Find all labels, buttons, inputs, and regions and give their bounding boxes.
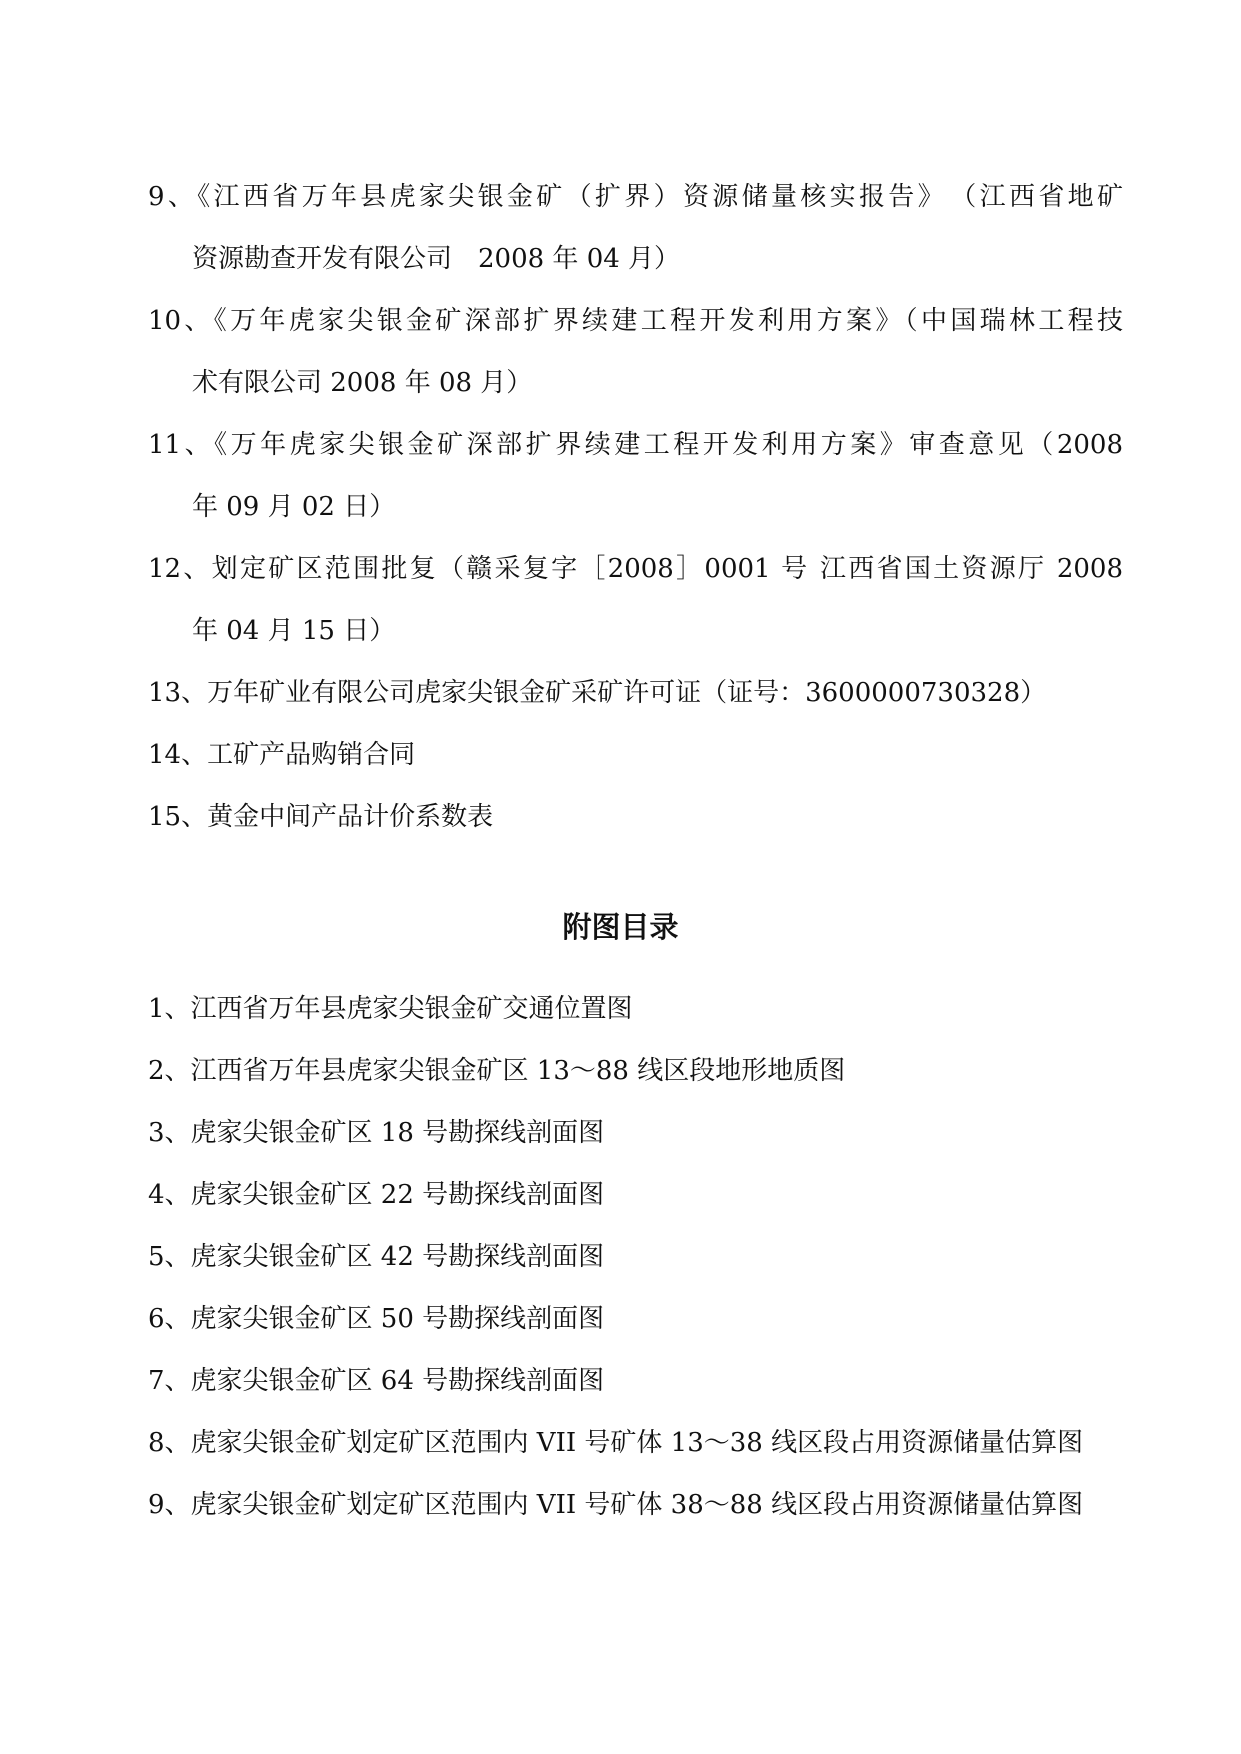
figures-section-title: 附图目录: [562, 910, 679, 944]
list-item-line1: 11、《万年虎家尖银金矿深部扩界续建工程开发利用方案》审查意见（2008: [148, 430, 1123, 460]
list-item: 7、虎家尖银金矿区 64 号勘探线剖面图: [148, 1366, 605, 1396]
list-item-line1: 12、划定矿区范围批复（赣采复字［2008］0001 号 江西省国土资源厅 2008: [148, 554, 1123, 584]
list-item: [148, 290, 1123, 414]
list-item: [148, 538, 1123, 662]
list-item-line1: 10、《万年虎家尖银金矿深部扩界续建工程开发利用方案》（中国瑞林工程技: [148, 306, 1123, 336]
list-item: 4、虎家尖银金矿区 22 号勘探线剖面图: [148, 1180, 605, 1210]
list-item: 2、江西省万年县虎家尖银金矿区 13～88 线区段地形地质图: [148, 1056, 846, 1086]
list-item-line1: 9、《江西省万年县虎家尖银金矿（扩界）资源储量核实报告》 （江西省地矿: [148, 182, 1123, 212]
list-item-line2: 术有限公司 2008 年 08 月）: [192, 368, 533, 398]
list-item: 8、虎家尖银金矿划定矿区范围内 VII 号矿体 13～38 线区段占用资源储量估算图: [148, 1428, 1084, 1458]
list-item-line1: 13、万年矿业有限公司虎家尖银金矿采矿许可证（证号：3600000730328）: [148, 678, 1047, 708]
list-item: [148, 786, 1123, 848]
list-item: [148, 724, 1123, 786]
list-item-line2: 年 04 月 15 日）: [192, 616, 396, 646]
list-item: [148, 662, 1123, 724]
list-item: 5、虎家尖银金矿区 42 号勘探线剖面图: [148, 1242, 605, 1272]
list-item: [148, 166, 1123, 290]
list-item-line1: 15、黄金中间产品计价系数表: [148, 802, 494, 832]
list-item-line2: 年 09 月 02 日）: [192, 492, 396, 522]
attachments-list: [148, 166, 1123, 848]
figures-list: [148, 978, 1123, 1536]
list-item: 6、虎家尖银金矿区 50 号勘探线剖面图: [148, 1304, 605, 1334]
list-item-line2: 资源勘查开发有限公司 2008 年 04 月）: [192, 244, 681, 274]
list-item: 1、江西省万年县虎家尖银金矿交通位置图: [148, 994, 633, 1024]
list-item: 3、虎家尖银金矿区 18 号勘探线剖面图: [148, 1118, 605, 1148]
list-item-line1: 14、工矿产品购销合同: [148, 740, 416, 770]
list-item: [148, 414, 1123, 538]
list-item: 9、虎家尖银金矿划定矿区范围内 VII 号矿体 38～88 线区段占用资源储量估算图: [148, 1490, 1084, 1520]
